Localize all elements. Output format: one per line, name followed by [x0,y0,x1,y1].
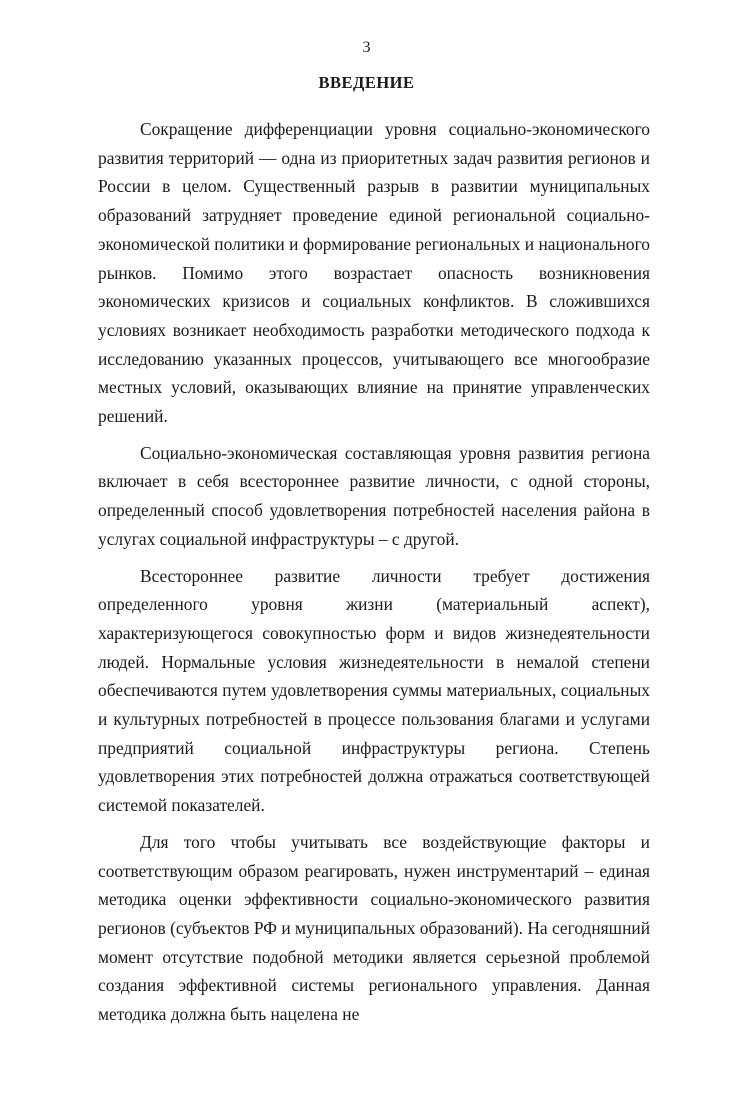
paragraph-2: Социально-экономическая составляющая уровня развития региона включает в себя всестороннее развитие личности, с одной стороны, определенный способ удовлетворения потребностей населения района в услугах социальной инфраструктуры – с другой. [98,442,650,549]
page-number: 3 [362,39,371,56]
body-text [98,115,650,1029]
page-title: ВВЕДЕНИЕ [318,73,415,92]
paragraph-4: Для того чтобы учитывать все воздействующие факторы и соответствующим образом реагировать, нужен инструментарий – единая методика оценки эффективности социально-экономического развития регионов (субъектов РФ и муниципальных образований). На сегодняшний момент отсутствие подобной методики является серьезной проблемой создания эффективной системы регионального управления. Данная методика должна быть нацелена не [98,831,650,1025]
paragraph-1: Сокращение дифференциации уровня социально-экономического развития территорий — одна из приоритетных задач развития регионов и России в целом. Существенный разрыв в развитии муниципальных образований затрудняет проведение единой региональной социально-экономической политики и формирование региональных и национального рынков. Помимо этого возрастает опасность возникновения экономических кризисов и социальных конфликтов. В сложившихся условиях возникает необходимость разработки методического подхода к исследованию указанных процессов, учитывающего все многообразие местных условий, оказывающих влияние на принятие управленческих решений. [98,119,650,427]
paragraph-3: Всестороннее развитие личности требует достижения определенного уровня жизни (материальный аспект), характеризующегося совокупностью форм и видов жизнедеятельности людей. Нормальные условия жизнедеятельности в немалой степени обеспечиваются путем удовлетворения суммы материальных, социальных и культурных потребностей в процессе пользования благами и услугами предприятий социальной инфраструктуры региона. Степень удовлетворения этих потребностей должна отражаться соответствующей системой показателей. [98,565,650,816]
